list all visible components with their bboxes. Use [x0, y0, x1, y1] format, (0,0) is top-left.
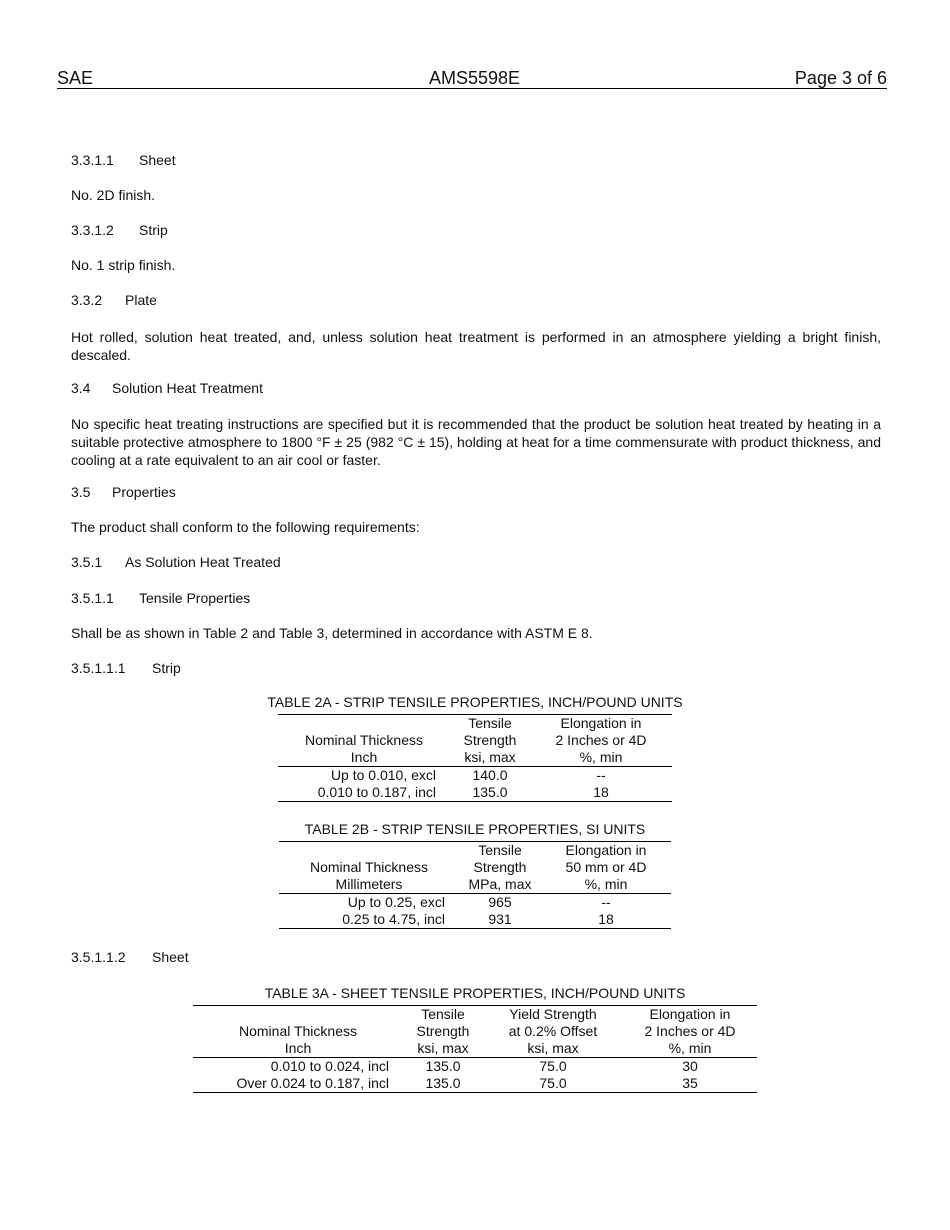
page-header: [57, 68, 887, 89]
table-row: [278, 767, 672, 785]
table-header-cell: Elongation in: [623, 1006, 757, 1024]
table-cell: Up to 0.010, excl: [330, 767, 436, 783]
section-3-3-2-heading: 3.3.2 Plate: [71, 292, 157, 308]
table-header-cell: Yield Strength: [483, 1006, 623, 1024]
table-cell: 140.0: [472, 767, 508, 783]
table-header-cell: %, min: [530, 749, 672, 767]
table-cell: 18: [530, 784, 672, 802]
table-header-cell: Inch: [193, 1040, 403, 1058]
table-header-cell: %, min: [541, 876, 671, 894]
table-header-cell: [279, 842, 459, 860]
section-3-4-heading: 3.4 Solution Heat Treatment: [71, 380, 263, 396]
header-doc-number: AMS5598E: [429, 68, 521, 88]
section-3-3-1-1-heading: 3.3.1.1 Sheet: [71, 152, 176, 168]
section-3-5-1-1-heading: 3.5.1.1 Tensile Properties: [71, 590, 251, 606]
table-header-cell: ksi, max: [403, 1040, 483, 1058]
section-3-4-text: No specific heat treating instructions are specified but it is recommended that the product be solution heat treated by heating in a suitable protective atmosphere to 1800 °F ± 25 (982 °C ± 15), holding at heat for a time commensurate with product thickness, and cooling at a rate equivalent to an air cool or faster.: [71, 416, 881, 468]
table-cell: Up to 0.25, excl: [347, 894, 445, 910]
section-3-3-2-text: Hot rolled, solution heat treated, and, unless solution heat treatment is performed in an atmosphere yielding a bright finish, descaled.: [71, 329, 881, 363]
table-header-cell: Tensile: [459, 842, 541, 860]
table-cell: 135.0: [450, 784, 530, 802]
table-header-cell: 2 Inches or 4D: [555, 732, 647, 748]
table-header-cell: Strength: [416, 1023, 470, 1039]
table-cell: 0.25 to 4.75, incl: [279, 911, 459, 929]
table-cell: 75.0: [539, 1058, 567, 1074]
table-cell: 0.010 to 0.187, incl: [278, 784, 450, 802]
table-2a: [278, 714, 672, 802]
table-header-cell: Nominal Thickness: [304, 732, 423, 748]
table-header-cell: ksi, max: [450, 749, 530, 767]
table-cell: 135.0: [403, 1075, 483, 1093]
section-3-5-1-1-text: Shall be as shown in Table 2 and Table 3, determined in accordance with ASTM E 8.: [71, 625, 593, 641]
table-row: [279, 911, 671, 929]
table-3a-caption: TABLE 3A - SHEET TENSILE PROPERTIES, INCH/POUND UNITS: [264, 985, 686, 1001]
header-page-number: Page 3 of 6: [794, 68, 887, 88]
table-2b-caption: TABLE 2B - STRIP TENSILE PROPERTIES, SI UNITS: [304, 821, 646, 837]
table-cell: 30: [682, 1058, 698, 1074]
table-header-cell: Elongation in: [530, 715, 672, 733]
table-header-cell: Tensile: [450, 715, 530, 733]
section-3-5-1-1-1-heading: 3.5.1.1.1 Strip: [71, 660, 181, 676]
table-header-cell: at 0.2% Offset: [508, 1023, 598, 1039]
section-3-3-1-1-text: No. 2D finish.: [71, 187, 156, 203]
table-header-cell: Tensile: [403, 1006, 483, 1024]
table-header-cell: Nominal Thickness: [238, 1023, 357, 1039]
table-cell: --: [596, 767, 606, 783]
table-header-cell: ksi, max: [483, 1040, 623, 1058]
table-header-cell: Strength: [473, 859, 527, 875]
table-header-cell: Strength: [463, 732, 517, 748]
table-cell: 18: [541, 911, 671, 929]
section-3-5-text: The product shall conform to the following requirements:: [71, 519, 420, 535]
table-row: [193, 1058, 757, 1076]
table-cell: 35: [623, 1075, 757, 1093]
table-header-cell: Millimeters: [279, 876, 459, 894]
table-header-cell: 2 Inches or 4D: [644, 1023, 736, 1039]
section-3-5-heading: 3.5 Properties: [71, 484, 176, 500]
table-header-cell: Nominal Thickness: [309, 859, 428, 875]
table-cell: 75.0: [483, 1075, 623, 1093]
section-3-3-1-2-heading: 3.3.1.2 Strip: [71, 222, 168, 238]
table-header-cell: 50 mm or 4D: [565, 859, 647, 875]
table-row: [279, 894, 671, 912]
table-cell: 931: [459, 911, 541, 929]
table-row: [278, 784, 672, 802]
table-cell: 965: [488, 894, 512, 910]
table-header-cell: [278, 715, 450, 733]
section-3-5-1-heading: 3.5.1 As Solution Heat Treated: [71, 554, 281, 570]
table-2a-caption: TABLE 2A - STRIP TENSILE PROPERTIES, INCH/POUND UNITS: [267, 694, 683, 710]
table-2b: [279, 841, 671, 929]
table-header-cell: MPa, max: [459, 876, 541, 894]
table-row: [193, 1075, 757, 1093]
section-3-5-1-1-2-heading: 3.5.1.1.2 Sheet: [71, 949, 189, 965]
table-cell: 135.0: [425, 1058, 461, 1074]
header-org: SAE: [57, 68, 94, 88]
table-3a: [193, 1005, 757, 1093]
table-cell: Over 0.024 to 0.187, incl: [193, 1075, 403, 1093]
table-cell: 0.010 to 0.024, incl: [270, 1058, 389, 1074]
table-header-cell: [193, 1006, 403, 1024]
table-cell: --: [601, 894, 611, 910]
table-header-cell: Elongation in: [541, 842, 671, 860]
table-header-cell: Inch: [278, 749, 450, 767]
table-header-cell: %, min: [623, 1040, 757, 1058]
section-3-3-1-2-text: No. 1 strip finish.: [71, 257, 176, 273]
